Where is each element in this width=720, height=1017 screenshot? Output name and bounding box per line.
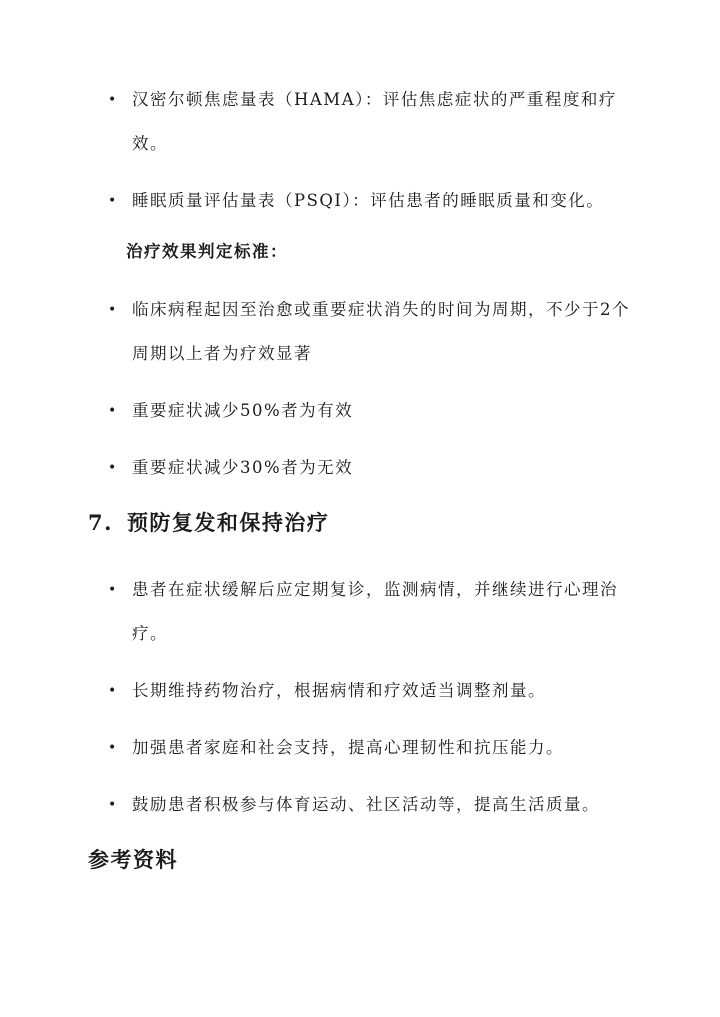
list-item [0,179,720,223]
criteria-heading: 治疗效果判定标准： [126,242,288,261]
bullet: • [108,403,118,419]
bullet: • [108,797,118,813]
list-item [0,288,720,376]
list-item-text: 重要症状减少30%者为无效 [132,458,354,477]
list-item-text: 患者在症状缓解后应定期复诊，监测病情，并继续进行心理治疗。 [132,580,618,643]
list-item-text: 加强患者家庭和社会支持，提高心理韧性和抗压能力。 [132,738,564,757]
references-heading: 参考资料 [88,847,178,872]
list-item-text: 睡眠质量评估量表（PSQI）：评估患者的睡眠质量和变化。 [132,191,605,210]
bullet: • [108,460,118,476]
list-item-text: 长期维持药物治疗，根据病情和疗效适当调整剂量。 [132,681,546,700]
list-item [0,389,720,433]
bullet: • [108,92,118,108]
list-item [0,568,720,656]
list-item [0,726,720,770]
bullet: • [108,193,118,209]
bullet: • [108,302,118,318]
list-item [0,78,720,166]
bullet: • [108,683,118,699]
list-item-text: 临床病程起因至治愈或重要症状消失的时间为周期，不少于2个周期以上者为疗效显著 [132,300,630,363]
list-item-text: 鼓励患者积极参与体育运动、社区活动等，提高生活质量。 [132,795,600,814]
section-7-heading [88,506,329,540]
bullet: • [108,582,118,598]
list-item-text: 汉密尔顿焦虑量表（HAMA）：评估焦虑症状的严重程度和疗效。 [132,90,617,153]
assessment-scale-list [0,78,720,223]
bullet: • [108,740,118,756]
criteria-list [0,288,720,490]
list-item [0,446,720,490]
list-item [0,669,720,713]
list-item [0,783,720,827]
section-title: 预防复发和保持治疗 [126,510,330,535]
list-item-text: 重要症状减少50%者为有效 [132,401,354,420]
prevention-list [0,568,720,827]
section-number: 7. [88,510,113,535]
